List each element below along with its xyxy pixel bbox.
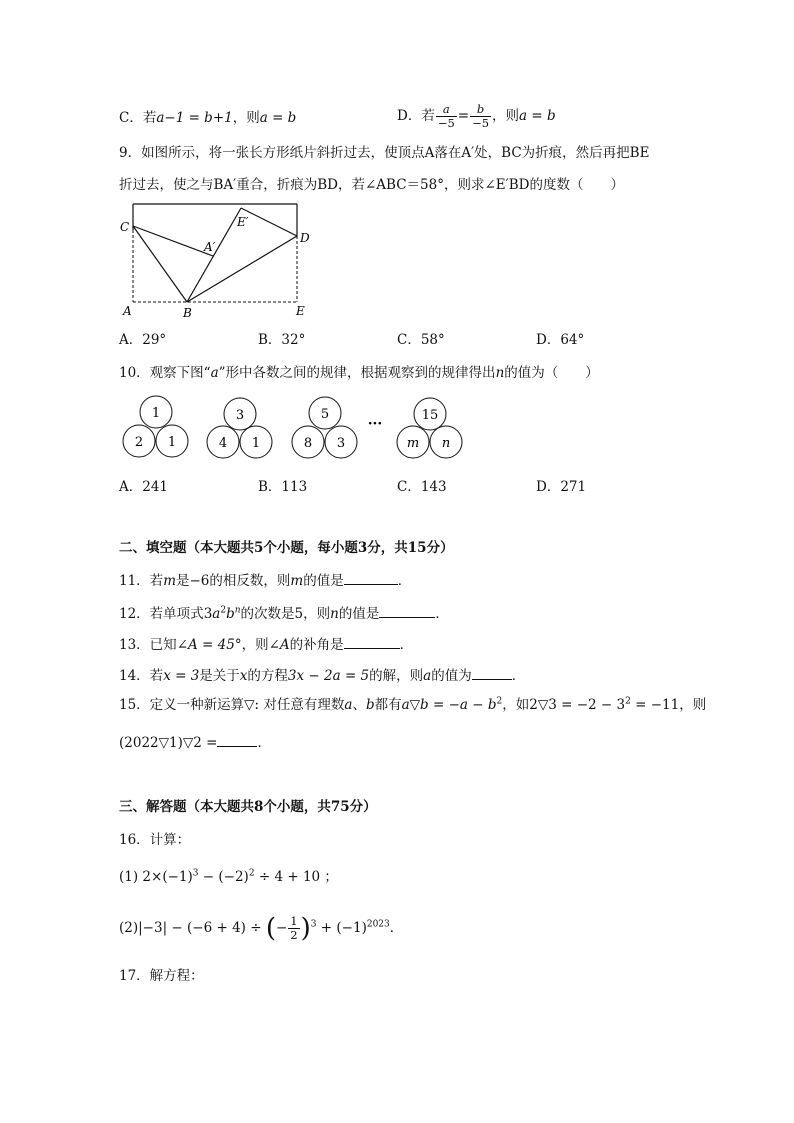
q13-tail: ．	[399, 637, 414, 653]
q8-d-result: a = b	[519, 108, 556, 124]
q15-tail: ．	[257, 735, 271, 751]
paren-close: )	[300, 913, 311, 944]
group2-right: 1	[251, 436, 261, 451]
fraction-one-half	[288, 915, 299, 942]
q10-option-b: B．113	[258, 479, 308, 495]
q10-text-pre: 10．观察下图“	[119, 365, 211, 381]
q8-option-d	[397, 103, 556, 130]
q11-val: −6	[189, 573, 210, 589]
q16-part1	[119, 867, 338, 887]
q13	[119, 634, 413, 655]
q12-coef: 3	[203, 606, 213, 622]
q16-p2-a: (2)|−3| − (−6 + 4) ÷	[119, 920, 266, 936]
q16-p2-exp2: 2023	[366, 919, 390, 930]
q10-option-c: C．143	[397, 479, 447, 495]
q15-b: b	[365, 697, 375, 713]
segment-e1d	[241, 208, 297, 236]
q15-end: ，则	[679, 697, 707, 713]
q15-pre: 15．定义一种新运算▽: 对任意有理数	[119, 697, 345, 713]
q14-mid2: 的方程	[247, 668, 288, 684]
q12-b: b	[226, 606, 235, 622]
label-d: D	[300, 231, 310, 245]
q13-pre: 13．已知	[119, 637, 177, 653]
q13-end: 的补角是	[289, 637, 344, 653]
q15-def-exp: 2	[496, 696, 503, 707]
q8-c-label: C．若	[119, 110, 157, 126]
section2-heading: 二、填空题（本大题共5个小题，每小题3分，共15分）	[119, 540, 454, 556]
q11-pre: 11．若	[119, 573, 164, 589]
group3-right: 3	[336, 436, 346, 451]
q10-text-n: n	[495, 365, 505, 381]
q15-def: a▽b = −a − b	[401, 697, 497, 713]
q15-a: a	[344, 697, 353, 713]
fraction-a-over-neg5	[436, 103, 457, 130]
answer-blank[interactable]	[344, 570, 398, 585]
q8-option-c	[119, 108, 296, 128]
q12-tail: ．	[435, 606, 449, 622]
q11-m: m	[163, 573, 176, 589]
ellipsis: ···	[367, 416, 383, 432]
q15-line2	[119, 732, 271, 753]
group1-right: 1	[167, 435, 177, 450]
q15-example: 2▽3 = −2 − 3	[529, 697, 626, 713]
group3-top: 5	[320, 407, 330, 422]
answer-blank[interactable]	[472, 665, 512, 680]
q9-option-b: B．32°	[258, 332, 306, 348]
q11	[119, 570, 411, 591]
q15-expression: (2022▽1)▽2 =	[119, 735, 218, 751]
q9-option-d: D．64°	[536, 332, 585, 348]
q8-c-expr: a−1 = b+1	[156, 110, 233, 126]
q10-option-d: D．271	[536, 479, 587, 495]
q16-p1-b: − (−2)	[198, 869, 249, 885]
group4-left: m	[406, 436, 420, 451]
q8-c-mid: ，则	[232, 110, 260, 126]
label-a: A	[123, 304, 132, 318]
q16-p1-a: (1) 2×(−1)	[119, 869, 193, 885]
q14-pre: 14．若	[119, 668, 164, 684]
q10-option-a: A．241	[119, 479, 169, 495]
q15-mid2: ，如	[502, 697, 530, 713]
q8-c-result: a = b	[259, 110, 297, 126]
group3-left: 8	[303, 436, 313, 451]
q17-title: 17．解方程：	[119, 968, 204, 984]
q12-end: 的值是	[338, 606, 380, 622]
q16-p1-c: ÷ 4 + 10 ；	[254, 869, 338, 885]
segment-ca1	[133, 226, 213, 256]
group4-top: 15	[421, 408, 439, 423]
frac-den: 2	[290, 928, 298, 942]
group1-top: 1	[151, 406, 161, 421]
answer-blank[interactable]	[344, 634, 400, 649]
q12	[119, 603, 449, 624]
q13-expr2: ∠A	[268, 637, 290, 653]
q11-m2: m	[290, 573, 304, 589]
crease-bc	[133, 226, 187, 302]
group2-top: 3	[235, 408, 245, 423]
q15-sep: 、	[352, 697, 366, 713]
q16-p2-exp1: 3	[310, 919, 317, 930]
segment-be1	[187, 208, 241, 302]
q12-b-exp: n	[234, 605, 241, 616]
q16-part2: (2)|−3| − (−6 + 4) ÷ (− $\frac{1}{2}$ )$^3 + (-1)^{2023}$．	[119, 913, 404, 944]
q12-mid: 的次数是5，则	[240, 606, 331, 622]
q16-title: 16．计算：	[119, 832, 191, 848]
q16-p2-b: + (−1)	[316, 920, 367, 936]
frac-den: −5	[472, 116, 490, 130]
q12-n: n	[330, 606, 339, 622]
q9-text-line1: 9．如图所示，将一张长方形纸片斜折过去，使顶点A落在A′处，BC为折痕，然后再把BE	[119, 145, 650, 161]
q10-text	[119, 363, 599, 383]
q16-p1-exp1: 3	[192, 868, 199, 879]
q15-line1	[119, 695, 706, 715]
q10-text-a: a	[210, 365, 219, 381]
label-e-prime: E′	[237, 215, 249, 229]
q12-a-exp: 2	[220, 605, 227, 616]
q16-p1-exp2: 2	[248, 868, 255, 879]
frac-den: −5	[437, 116, 455, 130]
answer-blank[interactable]	[217, 732, 257, 747]
q9-option-c: C．58°	[397, 332, 445, 348]
paren-open: (	[265, 913, 276, 944]
q16-p2-end: ．	[389, 920, 404, 936]
pattern-group-2	[207, 398, 272, 458]
group2-left: 4	[218, 436, 228, 451]
q11-mid2: 的相反数，则	[209, 573, 291, 589]
q10-text-mid: ”形中各数之间的规律，根据观察到的规律得出	[218, 365, 496, 381]
q11-mid: 是	[176, 573, 190, 589]
q12-pre: 12．若单项式	[119, 606, 204, 622]
q15-mid: 都有	[374, 697, 402, 713]
q9-option-a: A．29°	[119, 332, 167, 348]
q14	[119, 665, 525, 686]
q10-circle-patterns	[115, 392, 475, 466]
section3-heading: 三、解答题（本大题共8个小题，共75分）	[119, 799, 377, 815]
q13-mid: ，则	[241, 637, 269, 653]
frac-num: a	[436, 103, 457, 117]
q12-a: a	[212, 606, 221, 622]
pattern-group-1	[123, 396, 188, 457]
label-c: C	[120, 220, 130, 234]
q9-folding-figure	[115, 198, 315, 322]
q8-d-mid: ，则	[492, 108, 520, 124]
q10-text-end: 的值为（ ）	[504, 365, 599, 381]
group4-right: n	[441, 436, 451, 451]
q15-example-result: = −11	[630, 697, 680, 713]
q13-expr: ∠A = 45°	[176, 637, 242, 653]
q14-tail: ．	[511, 668, 526, 684]
q14-end: 的值为	[431, 668, 472, 684]
q14-mid: 是关于	[199, 668, 240, 684]
q14-expr: x = 3	[163, 668, 200, 684]
q14-eq: 3x − 2a = 5	[287, 668, 370, 684]
pattern-group-4	[397, 398, 462, 458]
pattern-group-3	[292, 397, 357, 458]
q11-tail: ．	[397, 573, 412, 589]
frac-num: b	[470, 103, 491, 117]
equals: =	[457, 108, 470, 124]
group1-left: 2	[134, 435, 144, 450]
q9-text-line2: 折过去，使之与BA′重合，折痕为BD，若∠ABC＝58°，则求∠E′BD的度数（ ）	[119, 177, 624, 193]
fraction-b-over-neg5	[470, 103, 491, 130]
label-b: B	[183, 306, 192, 320]
label-a-prime: A′	[204, 240, 216, 254]
answer-blank[interactable]	[379, 603, 435, 618]
q15-example-exp: 2	[625, 696, 631, 707]
q8-d-label: D．若	[397, 108, 435, 124]
q11-end: 的值是	[303, 573, 344, 589]
label-e: E	[296, 304, 305, 318]
q14-mid3: 的解，则	[369, 668, 424, 684]
frac-num: 1	[290, 914, 298, 928]
q14-x: x	[239, 668, 248, 684]
q14-a: a	[423, 668, 432, 684]
